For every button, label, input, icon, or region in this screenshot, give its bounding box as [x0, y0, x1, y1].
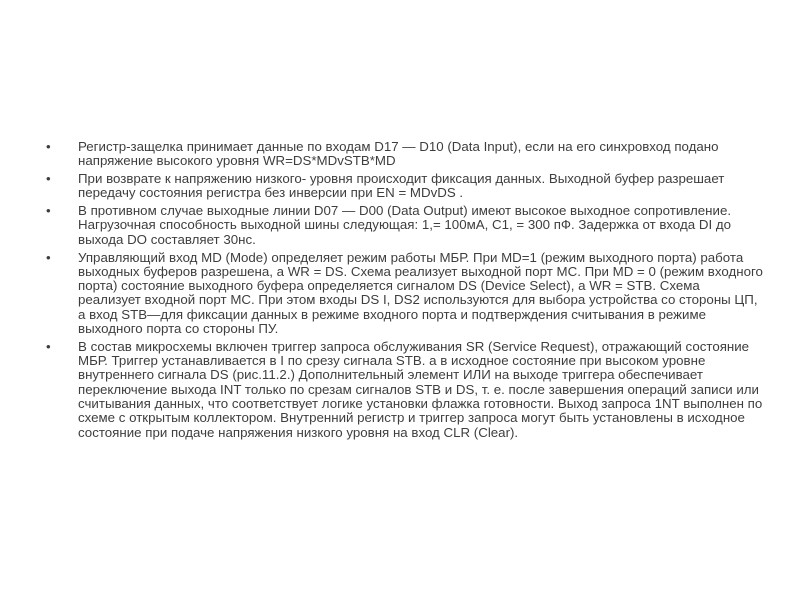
paragraph-text: В состав микросхемы включен триггер запроса обслуживания SR (Service Request), отражающий состояние МБР. Триггер устанавливается в I по срезу сигнала STB. а в исходное состояние при высоком уровне внутреннего сигнала DS (рис.11.2.) Дополнительный элемент ИЛИ на выходе триггера обеспечивает переключение выхода INT только по срезам сигналов STB и DS, т. е. после завершения операций записи или считывания данных, что соответствует логике установки флажка готовности. Выход запроса 1NT выполнен по схеме с открытым коллектором. Внутренний регистр и триггер запроса могут быть установлены в исходное состояние при подаче напряжения низкого уровня на вход CLR (Clear).: [78, 338, 763, 440]
bullet-item: [46, 172, 766, 201]
paragraph-text: В противном случае выходные линии D07 — D00 (Data Output) имеют высокое выходное сопротивление. Нагрузочная способность выходной шины следующая: 1,= 100мА, С1, = 300 пФ. Задержка от входа DI до выхода DO составляет 30нс.: [78, 203, 732, 247]
bullet-item: [46, 251, 766, 337]
bullet-list: [46, 140, 766, 443]
paragraph-text: Управляющий вход MD (Mode) определяет режим работы МБР. При MD=1 (режим выходного порта) работа выходных буферов разрешена, а WR = DS. Схема реализует выходной порт МС. При MD = 0 (режим входного порта) состояние выходного буфера определяется сигналом DS (Device Select), а WR = STB. Схема реализует входной порт МС. При этом входы DS I, DS2 используются для выбора устройства со стороны ЦП, а вход STB—для фиксации данных в режиме входного порта и подтверждения считывания в режиме выходного порта со стороны ПУ.: [78, 249, 763, 337]
bullet-item: [46, 204, 766, 247]
bullet-icon: •: [46, 203, 51, 219]
bullet-icon: •: [46, 338, 51, 354]
bullet-item: [46, 340, 766, 440]
bullet-icon: •: [46, 139, 51, 154]
bullet-icon: •: [46, 171, 51, 187]
bullet-item: [46, 140, 766, 169]
paragraph-text: Регистр-защелка принимает данные по входам D17 — D10 (Data Input), если на его синхровход подано напряжение высокого уровня WR=DS*MDvSTB*MD: [78, 139, 719, 169]
bullet-icon: •: [46, 249, 51, 265]
paragraph-text: При возврате к напряжению низкого- уровня происходит фиксация данных. Выходной буфер разрешает передачу состояния регистра без инверсии при EN = MDvDS .: [78, 171, 725, 201]
